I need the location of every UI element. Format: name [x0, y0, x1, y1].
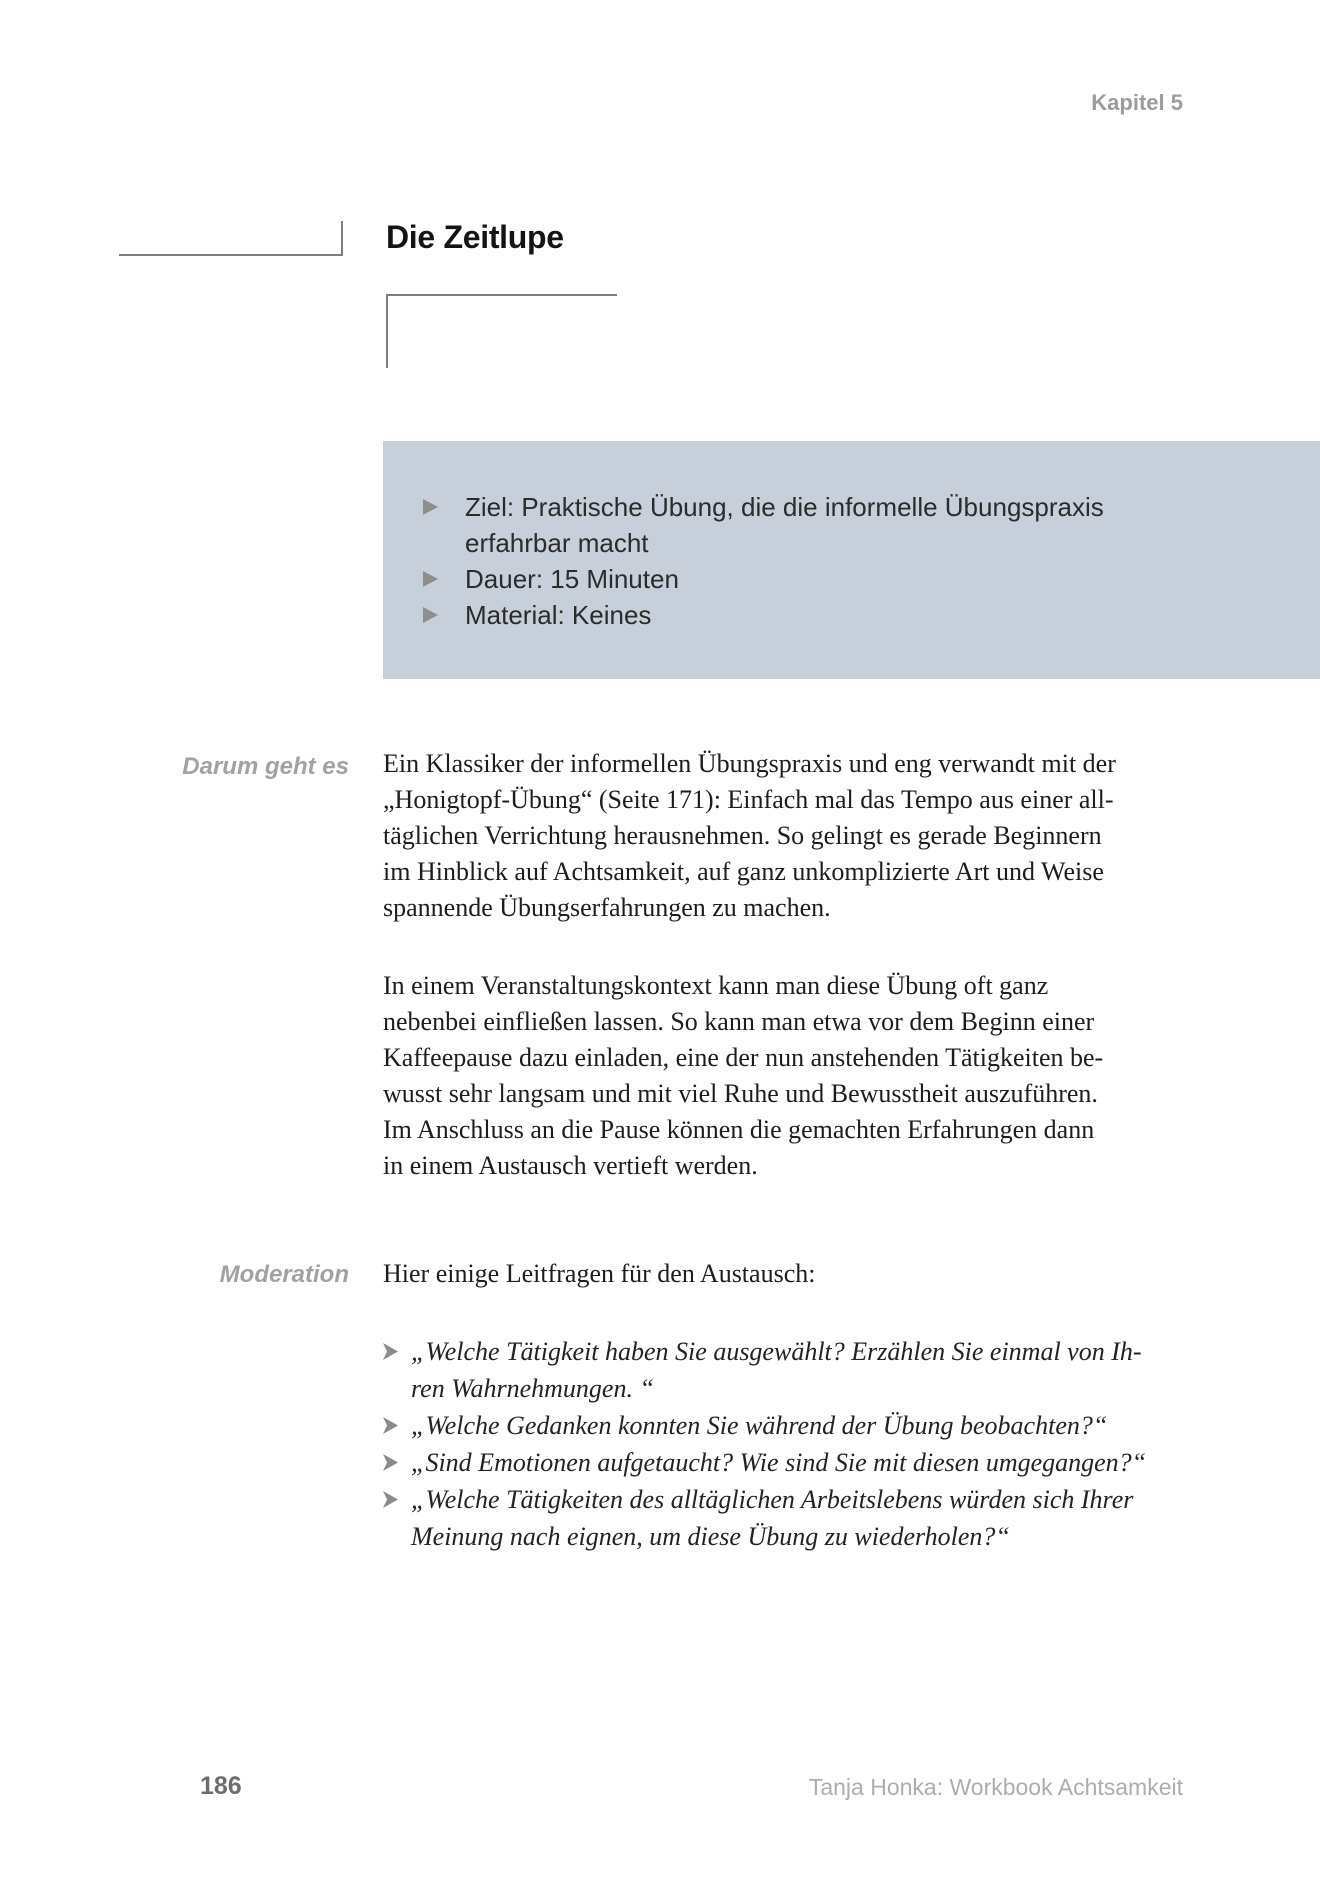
info-box: [383, 441, 1320, 679]
question-line: „Welche Tätigkeiten des alltäglichen Arbeitslebens würden sich Ihrer: [411, 1485, 1134, 1514]
arrow-bullet-icon: [383, 1417, 398, 1434]
info-line: Dauer: 15 Minuten: [465, 564, 679, 594]
question-line: „Welche Gedanken konnten Sie während der Übung beobachten?“: [411, 1411, 1108, 1440]
info-box-item-text: [465, 597, 651, 633]
arrow-bullet-icon: [383, 1343, 398, 1360]
page-title: Die Zeitlupe: [386, 219, 564, 255]
info-box-item-text: [465, 489, 1104, 561]
question-text: [411, 1444, 1146, 1481]
question-list: [383, 1333, 1146, 1555]
body-line: In einem Veranstaltungskontext kann man diese Übung oft ganz: [383, 971, 1049, 1000]
question-line: Meinung nach eignen, um diese Übung zu wiederholen?“: [411, 1522, 1010, 1551]
top-corner-rule: [119, 221, 343, 256]
question-item: [383, 1444, 1146, 1481]
info-line: erfahrbar macht: [465, 528, 649, 558]
question-line: „Welche Tätigkeit haben Sie ausgewählt? Erzählen Sie einmal von Ih-: [411, 1337, 1142, 1366]
body-line: in einem Austausch vertieft werden.: [383, 1151, 758, 1180]
info-box-item-text: [465, 561, 679, 597]
body-line: nebenbei einfließen lassen. So kann man etwa vor dem Beginn einer: [383, 1007, 1095, 1036]
question-item: [383, 1481, 1146, 1555]
info-box-item-material: [423, 597, 1320, 633]
chapter-label: Kapitel 5: [1091, 90, 1183, 115]
body-line: spannende Übungserfahrungen zu machen.: [383, 893, 831, 922]
body-line: „Honigtopf-Übung“ (Seite 171): Einfach mal das Tempo aus einer all-: [383, 785, 1114, 814]
body-line: wusst sehr langsam und mit viel Ruhe und Bewusstheit auszuführen.: [383, 1079, 1098, 1108]
body-line: Im Anschluss an die Pause können die gemachten Erfahrungen dann: [383, 1115, 1095, 1144]
page-number: 186: [200, 1772, 242, 1800]
info-line: Material: Keines: [465, 600, 652, 630]
arrow-bullet-icon: [383, 1491, 398, 1508]
question-line: ren Wahrnehmungen. “: [411, 1374, 654, 1403]
body-paragraph-2: [383, 968, 1103, 1184]
info-line: Ziel: Praktische Übung, die die informelle Übungspraxis: [465, 492, 1104, 522]
body-line: täglichen Verrichtung herausnehmen. So gelingt es gerade Beginnern: [383, 821, 1102, 850]
question-text: [411, 1333, 1142, 1407]
arrow-bullet-icon: [383, 1454, 398, 1471]
question-text: [411, 1481, 1133, 1555]
question-item: [383, 1333, 1146, 1407]
body-line: Ein Klassiker der informellen Übungspraxis und eng verwandt mit der: [383, 749, 1116, 778]
info-box-item-ziel: [423, 489, 1320, 561]
moderation-intro: Hier einige Leitfragen für den Austausch:: [383, 1259, 816, 1288]
triangle-bullet-icon: [423, 607, 438, 623]
body-line: im Hinblick auf Achtsamkeit, auf ganz unkomplizierte Art und Weise: [383, 857, 1104, 886]
info-box-item-dauer: [423, 561, 1320, 597]
running-footer: Tanja Honka: Workbook Achtsamkeit: [808, 1774, 1183, 1800]
question-line: „Sind Emotionen aufgetaucht? Wie sind Sie mit diesen umgegangen?“: [411, 1448, 1147, 1477]
question-text: [411, 1407, 1107, 1444]
question-item: [383, 1407, 1146, 1444]
title-corner-rule: [386, 294, 617, 368]
margin-label-moderation: Moderation: [219, 1261, 349, 1288]
margin-label-darum-geht-es: Darum geht es: [182, 753, 349, 780]
triangle-bullet-icon: [423, 571, 438, 587]
body-paragraph-1: [383, 746, 1116, 926]
triangle-bullet-icon: [423, 499, 438, 515]
body-line: Kaffeepause dazu einladen, eine der nun anstehenden Tätigkeiten be-: [383, 1043, 1104, 1072]
